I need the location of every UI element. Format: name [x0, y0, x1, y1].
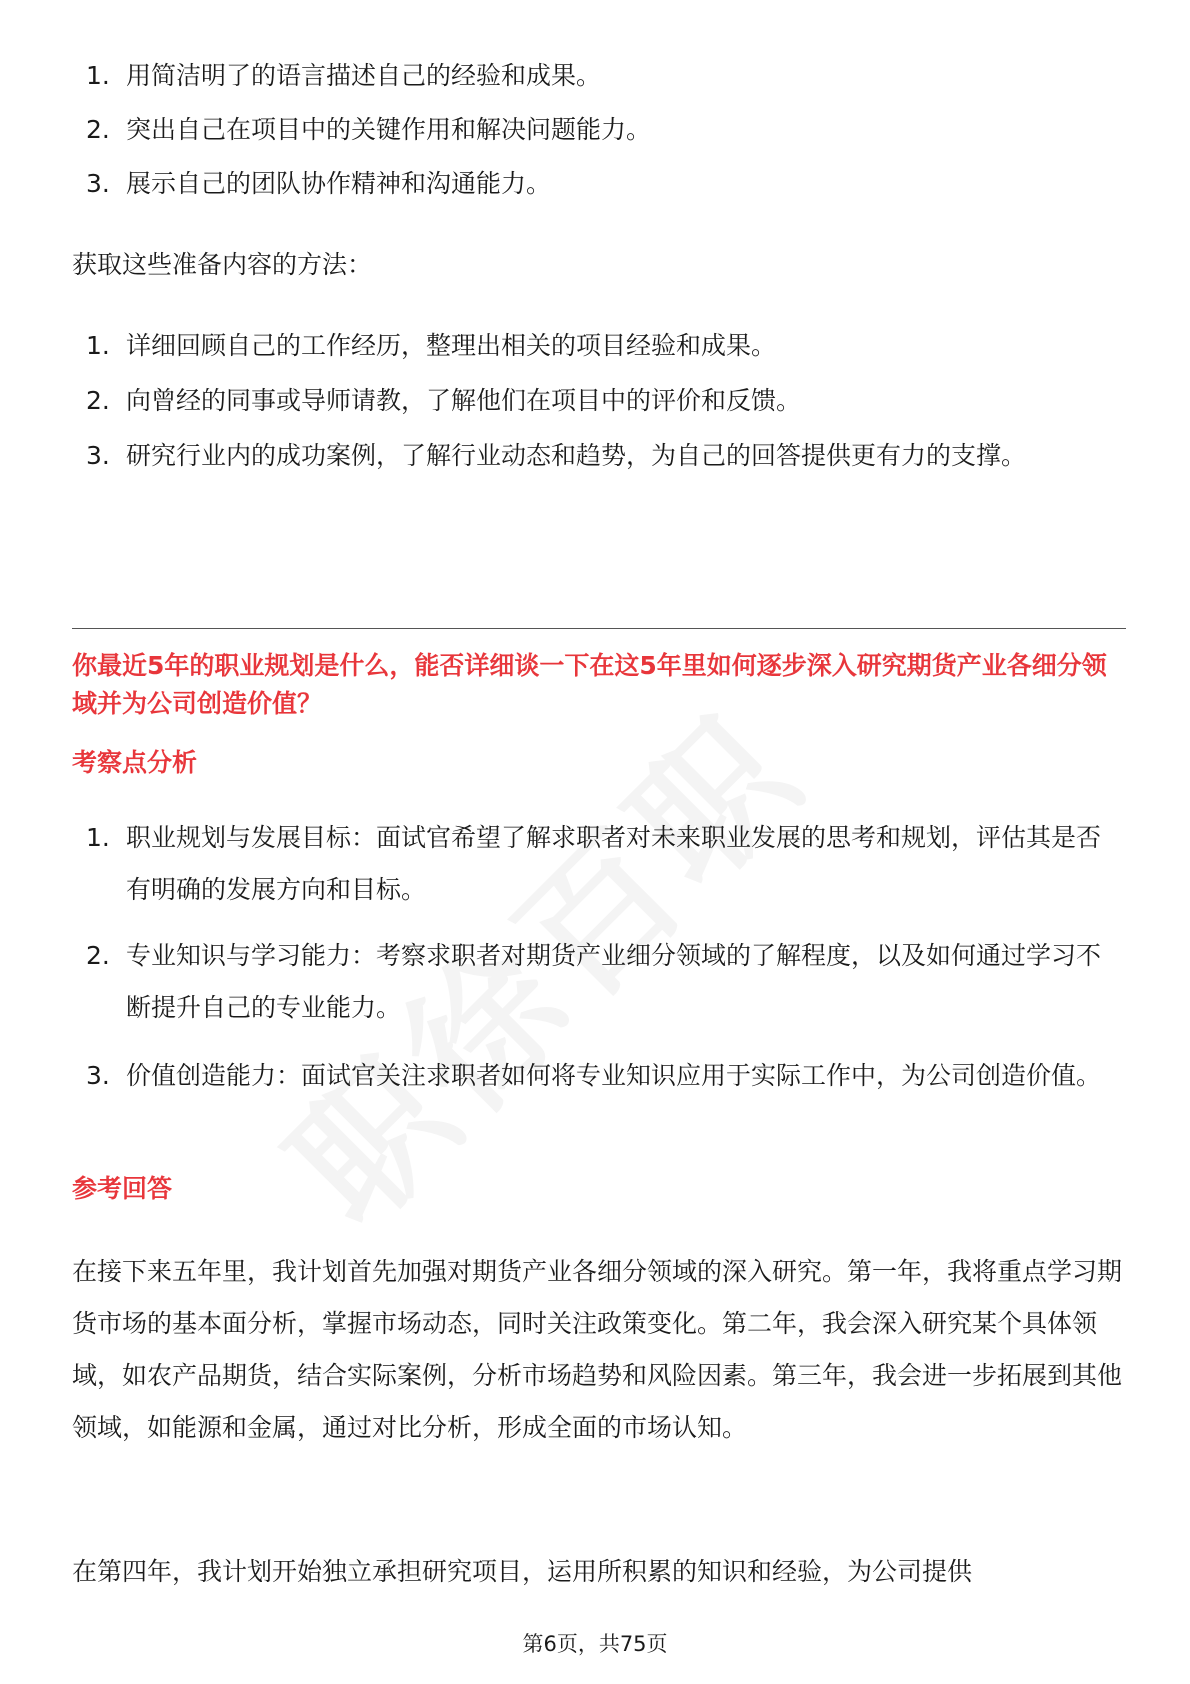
list-text: 价值创造能力：面试官关注求职者如何将专业知识应用于实际工作中，为公司创造价值。	[126, 1061, 1102, 1090]
list-text: 展示自己的团队协作精神和沟通能力。	[126, 169, 552, 198]
list-number: 2.	[86, 941, 110, 970]
list-item	[86, 158, 1116, 210]
list-number: 2.	[86, 386, 110, 415]
list-text: 用简洁明了的语言描述自己的经验和成果。	[126, 61, 602, 90]
list-number: 3.	[86, 441, 110, 470]
list-number: 2.	[86, 115, 110, 144]
list-item	[86, 930, 1116, 1034]
answer-paragraph: 在第四年，我计划开始独立承担研究项目，运用所积累的知识和经验，为公司提供	[72, 1557, 973, 1586]
interview-question: 你最近5年的职业规划是什么，能否详细谈一下在这5年里如何逐步深入研究期货产业各细分领域并为公司创造价值？	[72, 651, 1107, 718]
list-item	[86, 812, 1116, 916]
list-number: 1.	[86, 331, 110, 360]
method-heading: 获取这些准备内容的方法：	[72, 250, 373, 279]
list-text: 突出自己在项目中的关键作用和解决问题能力。	[126, 115, 652, 144]
list-item	[86, 320, 1116, 372]
list-number: 1.	[86, 823, 110, 852]
analysis-title: 考察点分析	[72, 748, 198, 777]
list-text: 详细回顾自己的工作经历，整理出相关的项目经验和成果。	[126, 331, 777, 360]
answer-title: 参考回答	[72, 1174, 173, 1203]
list-item	[86, 1050, 1116, 1102]
list-item	[86, 50, 1116, 102]
list-item	[86, 375, 1116, 427]
list-text: 专业知识与学习能力：考察求职者对期货产业细分领域的了解程度，以及如何通过学习不断提升自己的专业能力。	[126, 941, 1102, 1022]
answer-paragraph: 在接下来五年里，我计划首先加强对期货产业各细分领域的深入研究。第一年，我将重点学习期货市场的基本面分析，掌握市场动态，同时关注政策变化。第二年，我会深入研究某个具体领域，如农产品期货，结合实际案例，分析市场趋势和风险因素。第三年，我会进一步拓展到其他领域，如能源和金属，通过对比分析，形成全面的市场认知。	[72, 1257, 1123, 1442]
list-text: 职业规划与发展目标：面试官希望了解求职者对未来职业发展的思考和规划，评估其是否有明确的发展方向和目标。	[126, 823, 1102, 904]
list-text: 向曾经的同事或导师请教，了解他们在项目中的评价和反馈。	[126, 386, 802, 415]
section-divider	[72, 628, 1126, 629]
list-text: 研究行业内的成功案例，了解行业动态和趋势，为自己的回答提供更有力的支撑。	[126, 441, 1027, 470]
list-number: 3.	[86, 169, 110, 198]
list-item	[86, 104, 1116, 156]
list-number: 1.	[86, 61, 110, 90]
page-footer: 第6页，共75页	[522, 1632, 668, 1656]
list-number: 3.	[86, 1061, 110, 1090]
list-item	[86, 430, 1116, 482]
